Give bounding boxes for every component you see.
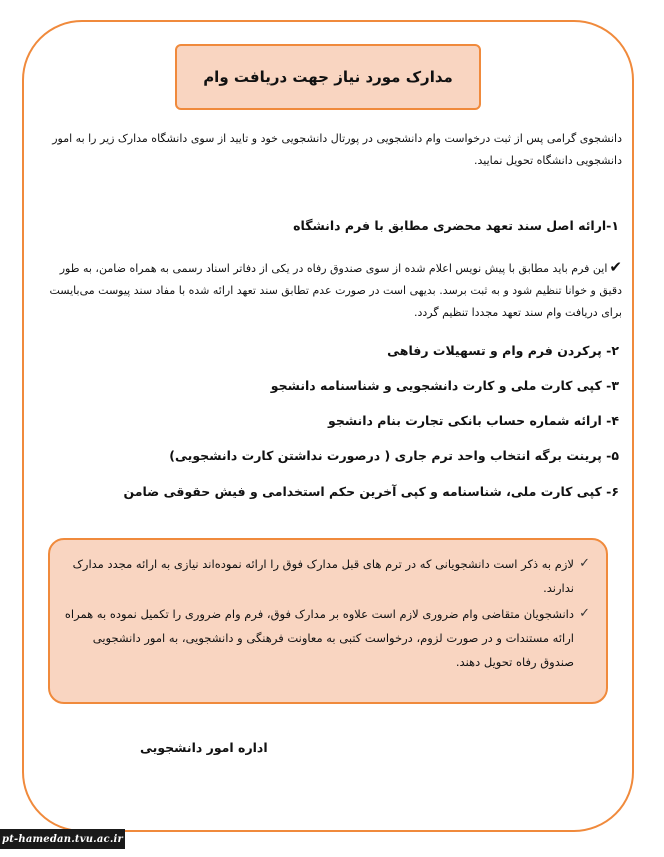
notes-box (48, 538, 608, 704)
item-5-heading: ۵- پرینت برگه انتخاب واحد ترم جاری ( درصورت نداشتن کارت دانشجویی) (169, 448, 619, 463)
note-item (62, 602, 590, 674)
note-text: دانشجویان متقاضی وام ضروری لازم است علاوه بر مدارک فوق، فرم وام ضروری را تکمیل نموده به همراه ارائه مستندات و در صورت لزوم، درخواست کتبی به معاونت فرهنگی و دانشجویی، به امور دانشجویی صندوق رفاه تحویل دهند. (64, 607, 574, 669)
title-box (175, 44, 481, 110)
page-title: مدارک مورد نیاز جهت دریافت وام (203, 68, 453, 86)
item-1-heading: ۱-ارائه اصل سند تعهد محضری مطابق با فرم دانشگاه (293, 218, 619, 233)
item-1-note (46, 256, 622, 324)
item-6-heading: ۶- کپی کارت ملی، شناسنامه و کپی آخرین حکم استخدامی و فیش حقوقی ضامن (123, 484, 619, 499)
intro-paragraph: دانشجوی گرامی پس از ثبت درخواست وام دانشجویی در پورتال دانشجویی خود و تایید از سوی دانشگاه مدارک زیر را به امور دانشجویی دانشگاه تحویل نمایید. (52, 132, 622, 167)
note-item (62, 552, 590, 600)
item-1-note-text: این فرم باید مطابق با پیش نویس اعلام شده از سوی صندوق رفاه در یکی از دفاتر اسناد رسمی به همراه ضامن، به طور دقیق و خوانا تنظیم شود و به ثبت برسد. بدیهی است در صورت عدم تطابق سند تعهد ارائه شده با مفاد سند پیوست می‌بایست برای دریافت وام سند تعهد مجددا تنظیم گردد. (49, 262, 622, 319)
note-text: لازم به ذکر است دانشجویانی که در ترم های قبل مدارک فوق را ارائه نموده‌اند نیازی به ارائه مجدد مدارک ندارند. (72, 557, 574, 595)
notes-list (62, 552, 590, 676)
checkmark-icon: ✔ (609, 258, 622, 276)
check-icon: ✓ (579, 556, 590, 571)
item-2-heading: ۲- پرکردن فرم وام و تسهیلات رفاهی (387, 343, 619, 358)
item-4-heading: ۴- ارائه شماره حساب بانکی تجارت بنام دانشجو (327, 413, 619, 428)
signature: اداره امور دانشجویی (140, 740, 268, 755)
check-icon: ✓ (579, 606, 590, 621)
site-url-badge: pt-hamedan.tvu.ac.ir (0, 829, 125, 849)
item-3-heading: ۳- کپی کارت ملی و کارت دانشجویی و شناسنامه دانشجو (270, 378, 619, 393)
